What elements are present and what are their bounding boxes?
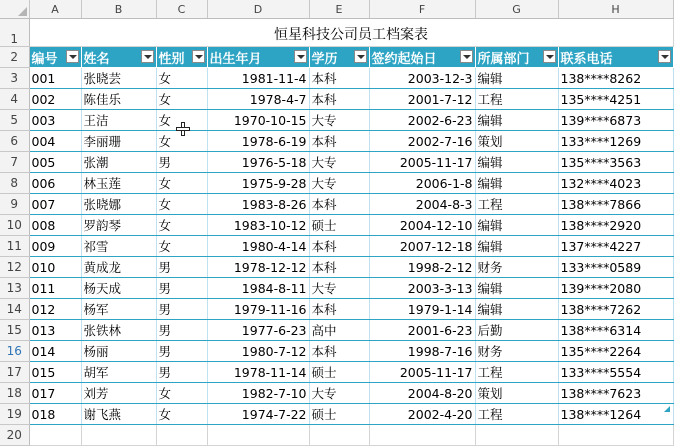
- table-cell[interactable]: 008: [29, 215, 81, 236]
- column-header-g[interactable]: G: [475, 0, 558, 19]
- table-row: [0, 173, 673, 194]
- table-cell[interactable]: 011: [29, 278, 81, 299]
- table-cell[interactable]: 1977-6-23: [207, 320, 309, 341]
- table-cell[interactable]: 004: [29, 131, 81, 152]
- column-header-row: [0, 0, 673, 19]
- empty-row: [0, 425, 673, 446]
- table-row: [0, 257, 673, 278]
- table-cell[interactable]: 133****1269: [558, 131, 673, 152]
- filter-dropdown-icon[interactable]: [141, 50, 154, 63]
- table-cell[interactable]: 1998-7-16: [369, 341, 475, 362]
- table-cell[interactable]: 005: [29, 152, 81, 173]
- title-row: [0, 19, 673, 47]
- table-cell[interactable]: 2005-11-17: [369, 362, 475, 383]
- table-cell[interactable]: 1978-11-14: [207, 362, 309, 383]
- table-cell[interactable]: 012: [29, 299, 81, 320]
- table-row: [0, 194, 673, 215]
- table-row: [0, 320, 673, 341]
- empty-cell[interactable]: [207, 425, 309, 446]
- table-cell[interactable]: 谢飞燕: [81, 404, 156, 425]
- filter-dropdown-icon[interactable]: [294, 50, 307, 63]
- table-cell[interactable]: 编辑: [475, 236, 558, 257]
- table-cell[interactable]: 策划: [475, 131, 558, 152]
- table-row: [0, 89, 673, 110]
- table-cell[interactable]: 001: [29, 68, 81, 89]
- table-cell[interactable]: 2004-12-10: [369, 215, 475, 236]
- table-cell[interactable]: 2007-12-18: [369, 236, 475, 257]
- table-cell[interactable]: 138****7262: [558, 299, 673, 320]
- table-cell[interactable]: 138****2920: [558, 215, 673, 236]
- table-cell[interactable]: 2003-3-13: [369, 278, 475, 299]
- table-cell[interactable]: 1978-6-19: [207, 131, 309, 152]
- table-row: [0, 110, 673, 131]
- table-cell[interactable]: 杨丽: [81, 341, 156, 362]
- table-cell[interactable]: 陈佳乐: [81, 89, 156, 110]
- table-header-row: [0, 47, 673, 68]
- table-cell[interactable]: 138****6314: [558, 320, 673, 341]
- table-cell[interactable]: 财务: [475, 341, 558, 362]
- table-cell[interactable]: 2002-7-16: [369, 131, 475, 152]
- table-cell[interactable]: 007: [29, 194, 81, 215]
- table-cell[interactable]: 2004-8-3: [369, 194, 475, 215]
- table-cell[interactable]: 013: [29, 320, 81, 341]
- row-header-14[interactable]: 14: [0, 299, 29, 320]
- header-label: 编号: [31, 51, 58, 67]
- header-cell-education[interactable]: [309, 47, 369, 68]
- table-cell[interactable]: 工程: [475, 362, 558, 383]
- filter-dropdown-icon[interactable]: [192, 50, 205, 63]
- table-cell[interactable]: 006: [29, 173, 81, 194]
- table-cell[interactable]: 女: [156, 131, 207, 152]
- table-cell[interactable]: 女: [156, 173, 207, 194]
- filter-dropdown-icon[interactable]: [543, 50, 556, 63]
- row-header-5[interactable]: 5: [0, 110, 29, 131]
- table-cell[interactable]: 女: [156, 383, 207, 404]
- header-label: 所属部门: [477, 51, 530, 67]
- row-header-10[interactable]: 10: [0, 215, 29, 236]
- table-cell[interactable]: 林玉莲: [81, 173, 156, 194]
- table-row: [0, 236, 673, 257]
- header-cell-name[interactable]: [81, 47, 156, 68]
- table-cell[interactable]: 135****3563: [558, 152, 673, 173]
- table-cell[interactable]: 1979-11-16: [207, 299, 309, 320]
- empty-cell[interactable]: [369, 425, 475, 446]
- table-cell[interactable]: 133****0589: [558, 257, 673, 278]
- column-header-d[interactable]: D: [207, 0, 309, 19]
- table-cell[interactable]: 编辑: [475, 278, 558, 299]
- table-cell[interactable]: 编辑: [475, 152, 558, 173]
- table-cell[interactable]: 2004-8-20: [369, 383, 475, 404]
- table-cell[interactable]: 1970-10-15: [207, 110, 309, 131]
- table-cell[interactable]: 女: [156, 68, 207, 89]
- table-cell[interactable]: 杨天成: [81, 278, 156, 299]
- table-cell[interactable]: 后勤: [475, 320, 558, 341]
- table-cell[interactable]: 女: [156, 404, 207, 425]
- table-cell[interactable]: 胡军: [81, 362, 156, 383]
- table-cell[interactable]: 2001-6-23: [369, 320, 475, 341]
- filter-dropdown-icon[interactable]: [354, 50, 367, 63]
- table-cell[interactable]: 1998-2-12: [369, 257, 475, 278]
- table-cell[interactable]: 1984-8-11: [207, 278, 309, 299]
- table-cell[interactable]: 张潮: [81, 152, 156, 173]
- table-cell[interactable]: 女: [156, 110, 207, 131]
- table-cell[interactable]: 003: [29, 110, 81, 131]
- row-header-11[interactable]: 11: [0, 236, 29, 257]
- table-cell[interactable]: 本科: [309, 89, 369, 110]
- table-cell[interactable]: 1974-7-22: [207, 404, 309, 425]
- table-cell[interactable]: 王洁: [81, 110, 156, 131]
- table-cell[interactable]: 男: [156, 278, 207, 299]
- header-cell-contract-start[interactable]: [369, 47, 475, 68]
- table-cell[interactable]: 138****7623: [558, 383, 673, 404]
- table-cell[interactable]: 男: [156, 257, 207, 278]
- table-row: [0, 341, 673, 362]
- empty-cell[interactable]: [475, 425, 558, 446]
- table-cell[interactable]: 010: [29, 257, 81, 278]
- table-cell[interactable]: 本科: [309, 257, 369, 278]
- column-header-h[interactable]: H: [558, 0, 673, 19]
- table-cell[interactable]: 策划: [475, 383, 558, 404]
- table-cell[interactable]: 高中: [309, 320, 369, 341]
- table-cell[interactable]: 2005-11-17: [369, 152, 475, 173]
- row-header-17[interactable]: 17: [0, 362, 29, 383]
- table-row: [0, 152, 673, 173]
- row-header-9[interactable]: 9: [0, 194, 29, 215]
- header-label: 学历: [311, 51, 338, 67]
- table-row: [0, 362, 673, 383]
- table-cell[interactable]: 大专: [309, 152, 369, 173]
- table-cell[interactable]: 2003-12-3: [369, 68, 475, 89]
- table-row: [0, 299, 673, 320]
- table-cell[interactable]: 017: [29, 383, 81, 404]
- table-cell[interactable]: 男: [156, 362, 207, 383]
- filter-dropdown-icon[interactable]: [66, 50, 79, 63]
- row-header-18[interactable]: 18: [0, 383, 29, 404]
- table-row: [0, 131, 673, 152]
- column-header-e[interactable]: E: [309, 0, 369, 19]
- table-cell[interactable]: 罗韵琴: [81, 215, 156, 236]
- table-cell[interactable]: 135****4251: [558, 89, 673, 110]
- empty-cell[interactable]: [81, 425, 156, 446]
- table-cell[interactable]: 002: [29, 89, 81, 110]
- table-cell[interactable]: 1983-8-26: [207, 194, 309, 215]
- table-cell[interactable]: 大专: [309, 173, 369, 194]
- row-header-12[interactable]: 12: [0, 257, 29, 278]
- table-row: [0, 383, 673, 404]
- table-row: [0, 68, 673, 89]
- filter-dropdown-icon[interactable]: [658, 50, 671, 63]
- table-cell[interactable]: 刘芳: [81, 383, 156, 404]
- table-cell[interactable]: 018: [29, 404, 81, 425]
- table-cell[interactable]: 财务: [475, 257, 558, 278]
- table-cell[interactable]: 男: [156, 341, 207, 362]
- table-cell[interactable]: 黄成龙: [81, 257, 156, 278]
- header-label: 签约起始日: [371, 51, 437, 67]
- column-header-c[interactable]: C: [156, 0, 207, 19]
- empty-cell[interactable]: [309, 425, 369, 446]
- header-label: 联系电话: [560, 51, 613, 67]
- table-cell[interactable]: 大专: [309, 278, 369, 299]
- column-header-a[interactable]: A: [29, 0, 81, 19]
- table-cell[interactable]: 1978-12-12: [207, 257, 309, 278]
- column-header-f[interactable]: F: [369, 0, 475, 19]
- table-cell[interactable]: 2006-1-8: [369, 173, 475, 194]
- resize-handle-icon: [664, 406, 670, 412]
- header-cell-gender[interactable]: [156, 47, 207, 68]
- table-cell[interactable]: 2002-6-23: [369, 110, 475, 131]
- row-header-16[interactable]: 16: [0, 341, 29, 362]
- row-header-20[interactable]: 20: [0, 425, 29, 446]
- table-cell[interactable]: 本科: [309, 299, 369, 320]
- table-cell[interactable]: 编辑: [475, 173, 558, 194]
- table-cell[interactable]: 137****4227: [558, 236, 673, 257]
- table-cell[interactable]: 女: [156, 215, 207, 236]
- header-label: 出生年月: [209, 51, 262, 67]
- table-cell[interactable]: 工程: [475, 404, 558, 425]
- table-cell[interactable]: 015: [29, 362, 81, 383]
- select-all-corner[interactable]: [0, 0, 29, 19]
- empty-cell[interactable]: [29, 425, 81, 446]
- table-row: [0, 215, 673, 236]
- table-cell[interactable]: 1983-10-12: [207, 215, 309, 236]
- empty-cell[interactable]: [156, 425, 207, 446]
- row-header-4[interactable]: 4: [0, 89, 29, 110]
- table-cell[interactable]: 本科: [309, 341, 369, 362]
- table-cell[interactable]: 1980-4-14: [207, 236, 309, 257]
- table-cell[interactable]: 大专: [309, 383, 369, 404]
- table-cell[interactable]: 祁雪: [81, 236, 156, 257]
- row-header-3[interactable]: 3: [0, 68, 29, 89]
- table-cell[interactable]: 张晓芸: [81, 68, 156, 89]
- table-cell[interactable]: 编辑: [475, 299, 558, 320]
- table-cell[interactable]: 张铁林: [81, 320, 156, 341]
- table-cell[interactable]: 1976-5-18: [207, 152, 309, 173]
- table-cell[interactable]: 本科: [309, 68, 369, 89]
- row-header-15[interactable]: 15: [0, 320, 29, 341]
- table-cell[interactable]: 1980-7-12: [207, 341, 309, 362]
- table-cell[interactable]: 本科: [309, 194, 369, 215]
- row-header-2[interactable]: 2: [0, 47, 29, 68]
- table-cell[interactable]: 女: [156, 194, 207, 215]
- table-cell[interactable]: 工程: [475, 89, 558, 110]
- table-row: [0, 404, 673, 425]
- row-header-1[interactable]: 1: [0, 19, 29, 47]
- table-cell[interactable]: 138****7866: [558, 194, 673, 215]
- table-cell[interactable]: 2001-7-12: [369, 89, 475, 110]
- table-cell[interactable]: 133****5554: [558, 362, 673, 383]
- empty-cell[interactable]: [558, 425, 673, 446]
- table-cell[interactable]: 编辑: [475, 68, 558, 89]
- table-cell[interactable]: 138****8262: [558, 68, 673, 89]
- table-cell[interactable]: 编辑: [475, 110, 558, 131]
- table-cell[interactable]: 张晓娜: [81, 194, 156, 215]
- column-header-b[interactable]: B: [81, 0, 156, 19]
- table-cell[interactable]: 1982-7-10: [207, 383, 309, 404]
- table-cell[interactable]: 1981-11-4: [207, 68, 309, 89]
- row-header-7[interactable]: 7: [0, 152, 29, 173]
- table-cell[interactable]: 硕士: [309, 404, 369, 425]
- table-cell[interactable]: 135****2264: [558, 341, 673, 362]
- table-cell[interactable]: 硕士: [309, 362, 369, 383]
- filter-dropdown-icon[interactable]: [460, 50, 473, 63]
- row-header-8[interactable]: 8: [0, 173, 29, 194]
- table-cell[interactable]: 139****2080: [558, 278, 673, 299]
- row-header-6[interactable]: 6: [0, 131, 29, 152]
- table-cell[interactable]: 139****6873: [558, 110, 673, 131]
- table-cell[interactable]: 大专: [309, 110, 369, 131]
- header-cell-phone[interactable]: [558, 47, 673, 68]
- table-cell[interactable]: 李丽珊: [81, 131, 156, 152]
- table-cell[interactable]: 2002-4-20: [369, 404, 475, 425]
- table-cell[interactable]: 编辑: [475, 215, 558, 236]
- table-cell[interactable]: 014: [29, 341, 81, 362]
- cell-select-cursor-icon: [176, 122, 190, 136]
- table-cell[interactable]: 男: [156, 152, 207, 173]
- table-cell[interactable]: 女: [156, 89, 207, 110]
- header-label: 姓名: [83, 51, 110, 67]
- table-cell[interactable]: 女: [156, 236, 207, 257]
- header-label: 性别: [158, 51, 185, 67]
- table-cell[interactable]: 硕士: [309, 215, 369, 236]
- table-cell[interactable]: 男: [156, 320, 207, 341]
- table-cell[interactable]: 男: [156, 299, 207, 320]
- table-cell[interactable]: 1978-4-7: [207, 89, 309, 110]
- table-row: [0, 278, 673, 299]
- table-cell[interactable]: 138****1264: [558, 404, 673, 425]
- table-cell[interactable]: 132****4023: [558, 173, 673, 194]
- table-cell[interactable]: 杨军: [81, 299, 156, 320]
- header-cell-id[interactable]: [29, 47, 81, 68]
- table-cell[interactable]: 1979-1-14: [369, 299, 475, 320]
- table-cell[interactable]: 本科: [309, 131, 369, 152]
- sheet-title[interactable]: 恒星科技公司员工档案表: [29, 19, 673, 47]
- table-cell[interactable]: 工程: [475, 194, 558, 215]
- table-cell[interactable]: 1975-9-28: [207, 173, 309, 194]
- header-cell-department[interactable]: [475, 47, 558, 68]
- row-header-19[interactable]: 19: [0, 404, 29, 425]
- row-header-13[interactable]: 13: [0, 278, 29, 299]
- header-cell-birth[interactable]: [207, 47, 309, 68]
- table-cell[interactable]: 本科: [309, 236, 369, 257]
- table-cell[interactable]: 009: [29, 236, 81, 257]
